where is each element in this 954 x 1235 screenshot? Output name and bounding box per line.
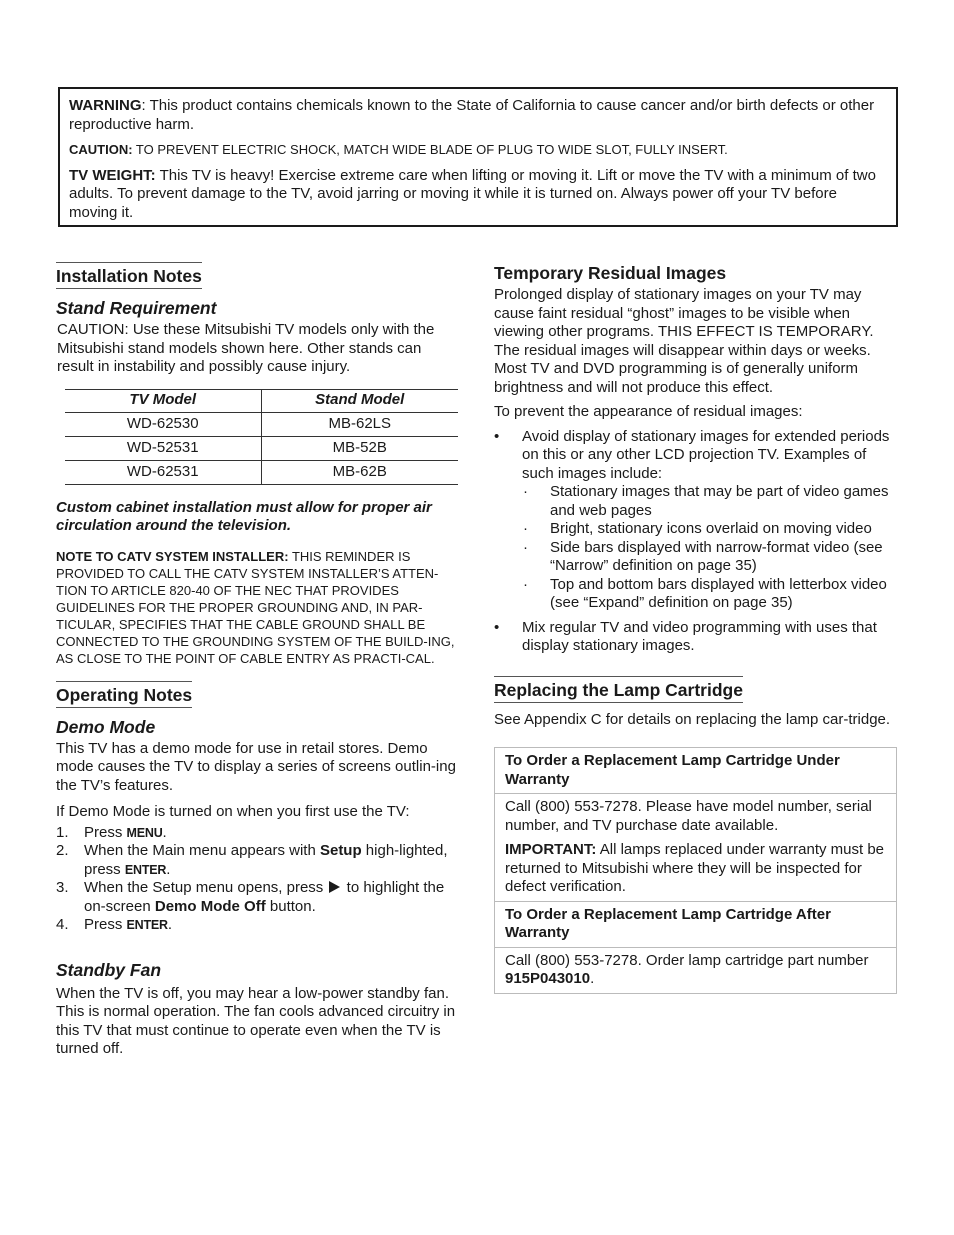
list-item bbox=[56, 916, 460, 935]
important-note bbox=[505, 841, 886, 897]
step-text: When the Setup menu opens, press bbox=[84, 879, 328, 896]
demo-mode-heading: Demo Mode bbox=[56, 716, 156, 737]
after-warranty-text bbox=[505, 952, 886, 989]
under-warranty-heading: To Order a Replacement Lamp Cartridge Under Warranty bbox=[495, 748, 896, 794]
after-warranty-heading: To Order a Replacement Lamp Cartridge After Warranty bbox=[495, 902, 896, 948]
table-cell: MB-52B bbox=[261, 436, 458, 460]
weight-text: This TV is heavy! Exercise extreme care when lifting or moving it. Lift or move the TV with a minimum of two adults. To prevent damage to the TV, avoid jarring or moving it while it is turned on. Always power off your TV before moving it. bbox=[69, 166, 876, 221]
bullet-text: Avoid display of stationary images for extended periods on this or any other LCD projection TV. Examples of such images include: bbox=[522, 427, 890, 482]
important-label: IMPORTANT: bbox=[505, 841, 597, 858]
left-column bbox=[56, 262, 460, 1059]
catv-text: THIS REMINDER IS PROVIDED TO CALL THE CATV SYSTEM INSTALLER’S ATTEN-TION TO ARTICLE 820-40 OF THE NEC THAT PROVIDES GUIDELINES FOR THE PROPER GROUNDING AND, IN PAR-TICULAR, SPECIFIES THAT THE CABLE GROUND SHALL BE CONNECTED TO THE GROUNDING SYSTEM OF THE BUILD-ING, AS CLOSE TO THE POINT OF CABLE ENTRY AS PRACTI-CAL. bbox=[56, 548, 455, 666]
residual-bullet-list bbox=[494, 428, 898, 656]
table-header-stand-model: Stand Model bbox=[261, 389, 458, 412]
step-number: 2. bbox=[56, 842, 69, 859]
operating-notes-heading: Operating Notes bbox=[56, 681, 192, 708]
warning-label: WARNING bbox=[69, 97, 142, 114]
table-cell: WD-52531 bbox=[65, 436, 261, 460]
step-number: 1. bbox=[56, 823, 69, 841]
caution-text: TO PREVENT ELECTRIC SHOCK, MATCH WIDE BLADE OF PLUG TO WIDE SLOT, FULLY INSERT. bbox=[132, 142, 728, 157]
demo-intro-text: If Demo Mode is turned on when you first use the TV: bbox=[56, 803, 410, 820]
table-cell: MB-62B bbox=[261, 460, 458, 484]
replacing-lamp-text: See Appendix C for details on replacing the lamp car-tridge. bbox=[494, 710, 891, 728]
table-row bbox=[65, 460, 458, 484]
table-cell: MB-62LS bbox=[261, 412, 458, 436]
weight-paragraph bbox=[69, 167, 887, 223]
list-item bbox=[494, 428, 898, 613]
warning-text: : This product contains chemicals known to the State of California to cause cancer and/or birth defects or other reproductive harm. bbox=[69, 97, 875, 133]
replacing-lamp-heading: Replacing the Lamp Cartridge bbox=[494, 676, 743, 703]
sub-item-text: Side bars displayed with narrow-format video (see “Narrow” definition on page 35) bbox=[550, 538, 883, 574]
catv-label: NOTE TO CATV SYSTEM INSTALLER: bbox=[56, 548, 289, 564]
residual-prevent-text: To prevent the appearance of residual images: bbox=[494, 403, 803, 420]
step-text: to highlight the on-screen bbox=[84, 879, 445, 915]
table-cell: WD-62530 bbox=[65, 412, 261, 436]
custom-cabinet-note: Custom cabinet installation must allow for proper air circulation around the television. bbox=[56, 498, 432, 534]
table-header-tv-model: TV Model bbox=[65, 389, 261, 412]
warning-paragraph bbox=[69, 97, 887, 134]
step-bold: Setup bbox=[319, 842, 362, 859]
demo-steps-list bbox=[56, 824, 460, 935]
stand-requirement-heading: Stand Requirement bbox=[56, 298, 217, 318]
under-warranty-body bbox=[495, 794, 896, 902]
right-arrow-icon bbox=[329, 881, 340, 893]
after-warranty-body bbox=[495, 948, 896, 993]
table-header-row bbox=[65, 389, 458, 412]
step-number: 3. bbox=[56, 879, 69, 896]
list-item bbox=[522, 483, 898, 520]
bullet-text: Mix regular TV and video programming with uses that display stationary images. bbox=[522, 618, 877, 654]
step-text: . bbox=[162, 823, 167, 841]
under-warranty-text: Call (800) 553-7278. Please have model number, serial number, and TV purchase date available. bbox=[505, 798, 872, 834]
residual-images-text: Prolonged display of stationary images on your TV may cause faint residual “ghost” images to be visible when viewing other programs. THIS EFFECT IS TEMPORARY. The residual images will disappear within days or weeks. Most TV and DVD programming is of generally uniform brightness and will not produce this effect. bbox=[494, 286, 874, 396]
table-row bbox=[65, 436, 458, 460]
step-bold: Demo Mode Off bbox=[154, 897, 266, 915]
list-item bbox=[522, 576, 898, 613]
list-item bbox=[522, 520, 898, 539]
part-number: 915P043010 bbox=[505, 970, 591, 987]
step-text: high-lighted, press bbox=[84, 842, 448, 878]
key-label: ENTER bbox=[126, 918, 168, 932]
list-item bbox=[56, 879, 460, 916]
weight-label: TV WEIGHT: bbox=[69, 166, 156, 184]
warning-box bbox=[58, 87, 898, 227]
bullet-mark: • bbox=[494, 427, 500, 445]
caution-paragraph bbox=[69, 141, 887, 160]
stand-model-table bbox=[65, 389, 458, 485]
caution-label: CAUTION: bbox=[69, 142, 133, 157]
catv-note bbox=[56, 548, 460, 667]
step-number: 4. bbox=[56, 916, 69, 933]
important-text: All lamps replaced under warranty must be returned to Mitsubishi where they will be inspected for defect verification. bbox=[505, 841, 885, 895]
after-warranty-end: . bbox=[590, 970, 595, 987]
list-item bbox=[56, 824, 460, 843]
sub-bullet-mark: · bbox=[523, 575, 528, 593]
sub-item-text: Top and bottom bars displayed with letterbox video (see “Expand” definition on page 35) bbox=[550, 575, 887, 611]
step-text: Press bbox=[84, 916, 127, 933]
sub-bullet-mark: · bbox=[523, 520, 528, 537]
installation-notes-heading: Installation Notes bbox=[56, 262, 202, 289]
list-item bbox=[494, 619, 898, 656]
lamp-order-box bbox=[494, 747, 897, 994]
list-item bbox=[522, 539, 898, 576]
key-label: ENTER bbox=[124, 862, 167, 877]
list-item bbox=[56, 842, 460, 879]
table-row bbox=[65, 412, 458, 436]
table-cell: WD-62531 bbox=[65, 460, 261, 484]
sub-bullet-mark: · bbox=[523, 483, 528, 500]
sub-bullet-mark: · bbox=[523, 538, 528, 556]
residual-images-heading: Temporary Residual Images bbox=[494, 263, 727, 283]
step-text: . bbox=[166, 860, 171, 878]
bullet-mark: • bbox=[494, 618, 500, 636]
standby-fan-heading: Standby Fan bbox=[56, 959, 162, 980]
step-text: When the Main menu appears with bbox=[84, 842, 320, 859]
right-column bbox=[494, 262, 898, 994]
demo-mode-text: This TV has a demo mode for use in retail stores. Demo mode causes the TV to display a series of screens outlin-ing the TV’s features. bbox=[56, 739, 456, 794]
step-text: Press bbox=[84, 823, 127, 841]
sub-item-text: Bright, stationary icons overlaid on moving video bbox=[550, 520, 872, 537]
step-text: . bbox=[167, 916, 173, 933]
key-label: MENU bbox=[126, 825, 163, 840]
step-text: button. bbox=[265, 897, 316, 915]
residual-sub-list bbox=[522, 483, 898, 613]
sub-item-text: Stationary images that may be part of video games and web pages bbox=[550, 483, 889, 519]
after-warranty-call: Call (800) 553-7278. Order lamp cartridge part number bbox=[505, 951, 869, 969]
standby-fan-text: When the TV is off, you may hear a low-power standby fan. This is normal operation. The fan cools advanced circuitry in this TV that must continue to operate even when the TV is turned off. bbox=[56, 984, 456, 1057]
stand-requirement-text: CAUTION: Use these Mitsubishi TV models only with the Mitsubishi stand models shown here. Other stands can result in instability and possibly cause injury. bbox=[57, 321, 435, 375]
